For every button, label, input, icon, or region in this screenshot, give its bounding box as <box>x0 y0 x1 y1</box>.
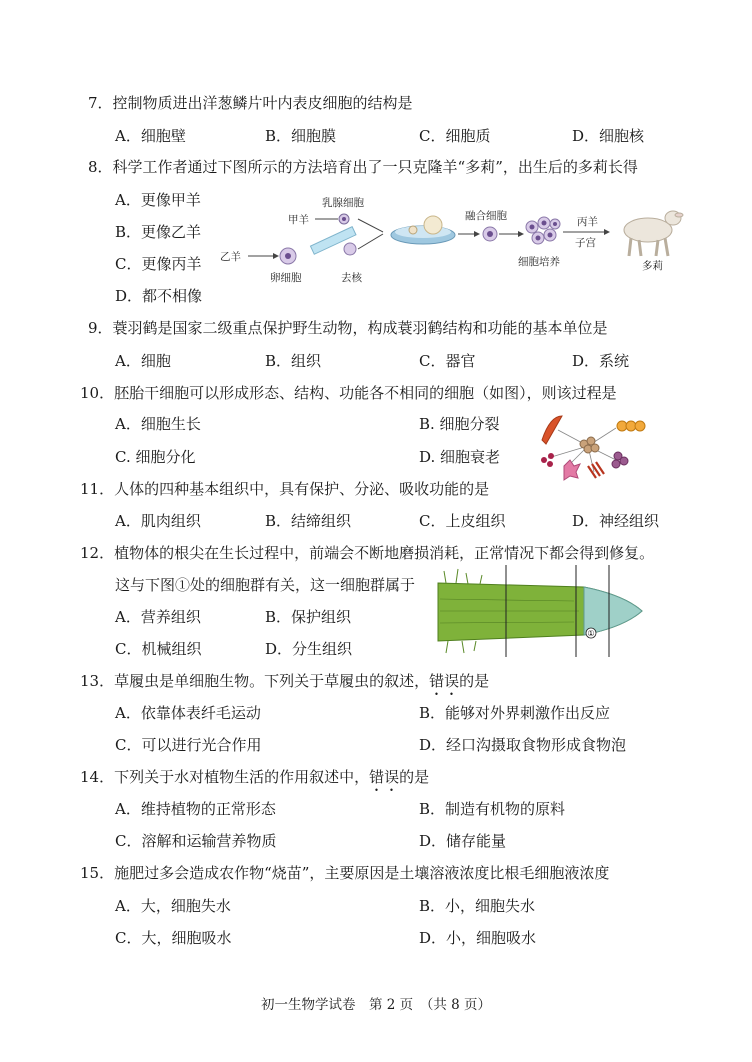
option-b[interactable]: B．保护组织 <box>265 608 352 626</box>
question-text: 草履虫是单细胞生物。下列关于草履虫的叙述， <box>114 672 430 690</box>
question-number: 9． <box>88 319 113 337</box>
question-text: 人体的四种基本组织中，具有保护、分泌、吸收功能的是 <box>114 480 490 498</box>
question-9 <box>88 318 608 338</box>
option-d[interactable]: D．储存能量 <box>419 832 507 850</box>
option-b[interactable]: B．结缔组织 <box>265 512 352 530</box>
question-text: 控制物质进出洋葱鳞片叶内表皮细胞的结构是 <box>112 94 413 112</box>
nerve-cell <box>564 460 580 480</box>
cloning-diagram <box>218 192 698 282</box>
epithelial-cells <box>612 452 628 468</box>
option-a[interactable]: A．细胞壁 <box>115 127 186 145</box>
question-7 <box>88 93 413 113</box>
question-number: 14． <box>80 768 115 786</box>
option-d[interactable]: D．系统 <box>572 352 630 370</box>
option-c[interactable]: C．上皮组织 <box>419 512 506 530</box>
option-b[interactable]: B．更像乙羊 <box>115 223 202 241</box>
question-12-line-2: 这与下图①处的细胞群有关，这一细胞群属于 <box>115 576 416 594</box>
question-text: 蓑羽鹤是国家二级重点保护野生动物，构成蓑羽鹤结构和功能的基本单位是 <box>112 319 608 337</box>
question-number: 8． <box>88 158 113 176</box>
question-text: 胚胎干细胞可以形成形态、结构、功能各不相同的细胞（如图），则该过程是 <box>114 384 617 402</box>
root-cap <box>584 587 642 635</box>
option-b[interactable]: B．制造有机物的原料 <box>419 800 566 818</box>
option-c[interactable]: C．大，细胞吸水 <box>115 929 232 947</box>
cell-culture-label: 细胞培养 <box>518 256 560 268</box>
option-c[interactable]: C．可以进行光合作用 <box>115 736 262 754</box>
blood-cells <box>541 453 554 467</box>
question-10 <box>80 383 617 403</box>
sheep-c-label: 丙羊 <box>577 216 598 228</box>
option-a[interactable]: A．营养组织 <box>115 608 201 626</box>
option-d[interactable]: D．细胞核 <box>572 127 645 145</box>
option-d[interactable]: D. 细胞衰老 <box>419 448 501 466</box>
question-number: 10． <box>80 384 115 402</box>
option-c[interactable]: C．细胞质 <box>419 127 491 145</box>
option-b[interactable]: B．组织 <box>265 352 322 370</box>
option-c[interactable]: C. 细胞分化 <box>115 448 196 466</box>
question-13 <box>80 671 489 699</box>
option-a[interactable]: A．更像甲羊 <box>115 191 201 209</box>
option-a[interactable]: A．维持植物的正常形态 <box>115 800 276 818</box>
question-text: 科学工作者通过下图所示的方法培育出了一只克隆羊“多莉”，出生后的多莉长得 <box>112 158 638 176</box>
option-a[interactable]: A．细胞 <box>115 352 171 370</box>
emphasis-word: 错误 <box>429 672 460 690</box>
question-12 <box>80 543 654 563</box>
emphasis-word: 错误 <box>369 768 400 786</box>
question-14 <box>80 767 429 795</box>
question-number: 7． <box>88 94 113 112</box>
question-number: 15． <box>80 864 115 882</box>
option-d[interactable]: D．都不相像 <box>115 287 203 305</box>
sheep-a-label: 甲羊 <box>288 214 309 226</box>
option-b[interactable]: B．能够对外界刺激作出反应 <box>419 704 611 722</box>
option-d[interactable]: D．分生组织 <box>265 640 353 658</box>
muscle-cell <box>542 416 562 444</box>
dolly-label: 多莉 <box>642 260 663 272</box>
question-15 <box>80 863 609 883</box>
question-text-end: 的是 <box>399 768 430 786</box>
stem-cell-diagram <box>536 410 656 482</box>
question-8 <box>88 157 638 177</box>
question-text: 植物体的根尖在生长过程中，前端会不断地磨损消耗，正常情况下都会得到修复。 <box>114 544 655 562</box>
question-number: 12． <box>80 544 115 562</box>
root-tip-diagram <box>434 565 646 657</box>
question-11 <box>80 479 489 499</box>
option-d[interactable]: D．经口沟摄取食物形成食物泡 <box>419 736 627 754</box>
fat-cells <box>617 421 645 431</box>
option-a[interactable]: A．肌肉组织 <box>115 512 201 530</box>
uterus-label: 子宫 <box>575 237 596 249</box>
option-d[interactable]: D．小，细胞吸水 <box>419 929 537 947</box>
option-c[interactable]: C．更像丙羊 <box>115 255 202 273</box>
option-b[interactable]: B．小，细胞失水 <box>419 897 536 915</box>
question-number: 13． <box>80 672 115 690</box>
fusion-cell-label: 融合细胞 <box>465 210 507 222</box>
egg-cell-label: 卵细胞 <box>270 272 302 284</box>
option-d[interactable]: D．神经组织 <box>572 512 660 530</box>
option-b[interactable]: B．细胞膜 <box>265 127 337 145</box>
zone-label: ① <box>587 629 595 638</box>
sheep-b-label: 乙羊 <box>220 251 241 263</box>
question-text-end: 的是 <box>459 672 490 690</box>
enucleate-label: 去核 <box>341 272 362 284</box>
smooth-muscle <box>588 462 604 478</box>
question-number: 11． <box>80 480 115 498</box>
question-text: 下列关于水对植物生活的作用叙述中， <box>114 768 370 786</box>
cell-culture <box>526 217 560 244</box>
page-footer: 初一生物学试卷 第 2 页 （共 8 页） <box>260 997 492 1013</box>
udder-cell-label: 乳腺细胞 <box>322 197 364 209</box>
question-text: 施肥过多会造成农作物“烧苗”，主要原因是土壤溶液浓度比根毛细胞液浓度 <box>114 864 610 882</box>
option-c[interactable]: C．溶解和运输营养物质 <box>115 832 277 850</box>
option-c[interactable]: C．器官 <box>419 352 476 370</box>
cloning-diagram-graphics <box>218 192 698 282</box>
option-a[interactable]: A．细胞生长 <box>115 415 201 433</box>
option-a[interactable]: A．依靠体表纤毛运动 <box>115 704 261 722</box>
option-c[interactable]: C．机械组织 <box>115 640 202 658</box>
option-a[interactable]: A．大，细胞失水 <box>115 897 231 915</box>
dolly-lamb <box>624 211 683 256</box>
option-b[interactable]: B. 细胞分裂 <box>419 415 500 433</box>
